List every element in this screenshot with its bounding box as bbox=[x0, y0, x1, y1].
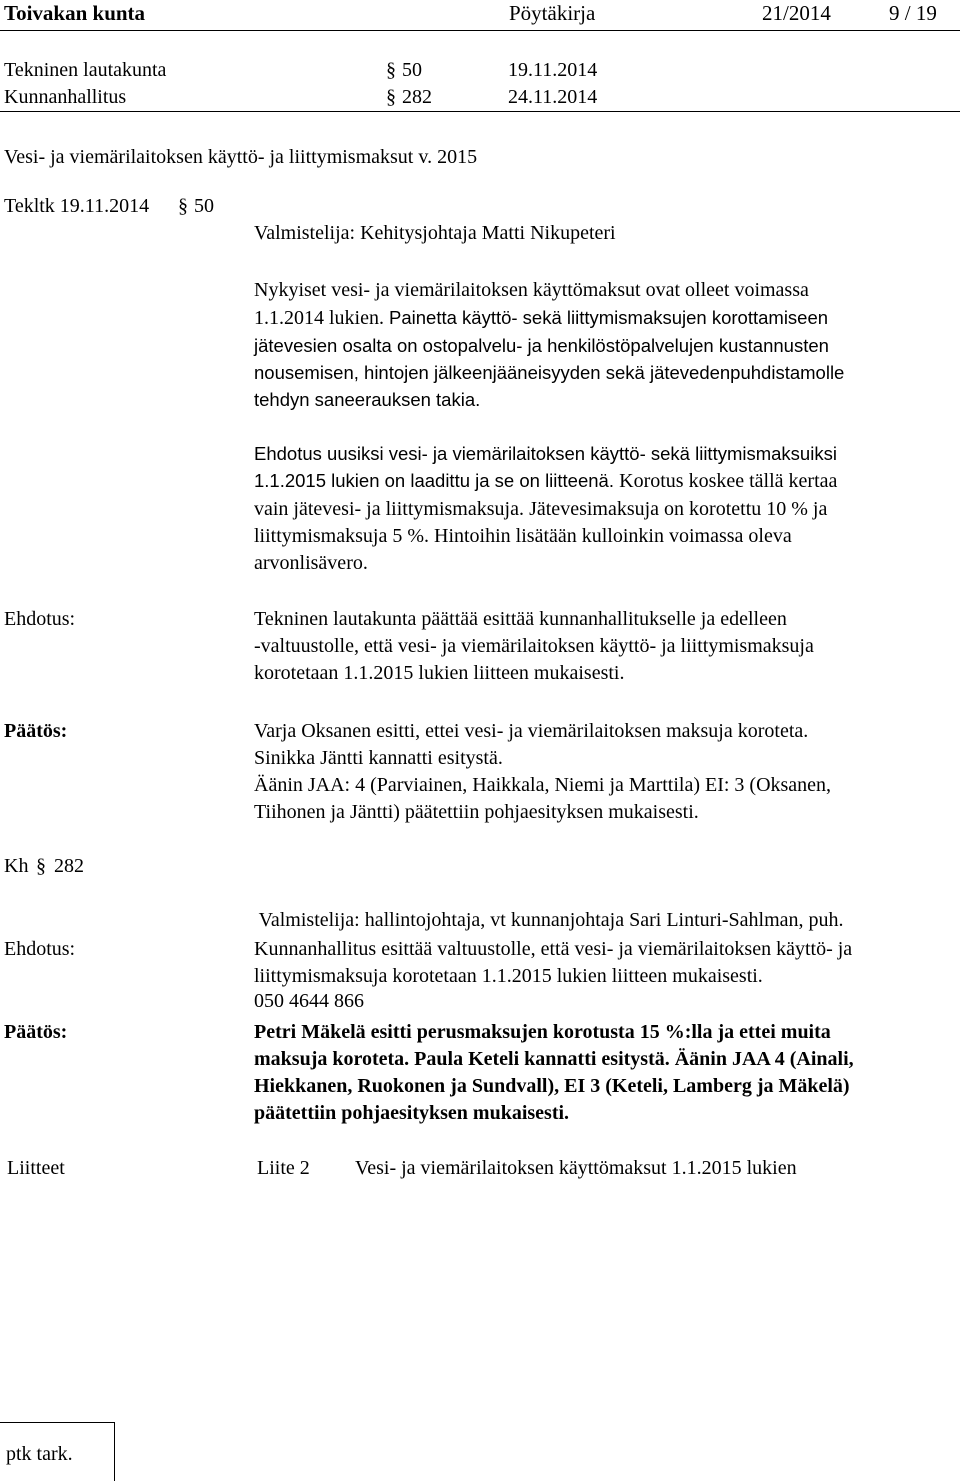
text-line: Kunnanhallitus esittää valtuustolle, että vesi- ja viemärilaitoksen käyttö- ja bbox=[254, 938, 853, 960]
section-sign-icon: § bbox=[36, 855, 46, 877]
kh-label: Kh bbox=[4, 855, 29, 877]
text-line bbox=[254, 523, 954, 550]
text-segment: 1.1.2015 lukien on laadittu ja se on liitteenä. bbox=[254, 470, 614, 491]
text-line: päätettiin pohjaesityksen mukaisesti. bbox=[254, 1102, 570, 1124]
tekltk-proposal-text bbox=[254, 606, 954, 687]
page-title: Vesi- ja viemärilaitoksen käyttö- ja liittymismaksut v. 2015 bbox=[4, 146, 478, 168]
tekltk-label: Tekltk 19.11.2014 bbox=[4, 195, 150, 217]
text-line: Sinikka Jäntti kannatti esitystä. bbox=[254, 747, 503, 769]
tekltk-preparer: Valmistelija: Kehitysjohtaja Matti Nikupeteri bbox=[254, 222, 616, 244]
attachment-title: Vesi- ja viemärilaitoksen käyttömaksut 1.1.2015 lukien bbox=[355, 1157, 797, 1179]
meta-rule bbox=[0, 111, 960, 112]
tekltk-decision-text bbox=[254, 718, 954, 826]
text-line: Tekninen lautakunta päättää esittää kunnanhallitukselle ja edelleen bbox=[254, 608, 787, 630]
kh-decision-label: Päätös: bbox=[4, 1021, 68, 1043]
section-sign-icon: § bbox=[386, 86, 396, 108]
text-line: Ehdotus uusiksi vesi- ja viemärilaitoksen käyttö- sekä liittymismaksuiksi bbox=[254, 443, 837, 464]
kh-proposal-text bbox=[254, 936, 954, 990]
text-line bbox=[254, 304, 954, 332]
tekltk-paragraph-2 bbox=[254, 440, 954, 577]
tekltk-proposal-label: Ehdotus: bbox=[4, 608, 76, 630]
text-line: -valtuustolle, että vesi- ja viemärilaitoksen käyttö- ja liittymismaksuja bbox=[254, 635, 814, 657]
meta-body-1: Tekninen lautakunta bbox=[4, 59, 167, 81]
text-line: tehdyn saneerauksen takia. bbox=[254, 389, 481, 410]
meta-date-1: 19.11.2014 bbox=[508, 59, 598, 81]
text-segment: vain jätevesi- ja liittymismaksuja. bbox=[254, 498, 524, 520]
text-line: korotetaan 1.1.2015 lukien liitteen mukaisesti. bbox=[254, 662, 625, 684]
text-line: Nykyiset vesi- ja viemärilaitoksen käyttömaksut ovat olleet voimassa bbox=[254, 279, 809, 301]
text-line: Äänin JAA: 4 (Parviainen, Haikkala, Niemi ja Marttila) EI: 3 (Oksanen, bbox=[254, 774, 832, 796]
text-line: Tiihonen ja Jäntti) päätettiin pohjaesityksen mukaisesti. bbox=[254, 801, 699, 823]
kh-decision-text bbox=[254, 1019, 954, 1127]
section-sign-icon: § bbox=[178, 195, 188, 217]
text-line: Petri Mäkelä esitti perusmaksujen korotusta 15 %:lla ja ettei muita bbox=[254, 1021, 831, 1043]
meta-body-2: Kunnanhallitus bbox=[4, 86, 127, 108]
text-line: Valmistelija: hallintojohtaja, vt kunnanjohtaja Sari Linturi-Sahlman, puh. bbox=[254, 909, 844, 931]
signature-box bbox=[0, 1422, 115, 1481]
section-sign-icon: § bbox=[386, 59, 396, 81]
text-line: Varja Oksanen esitti, ettei vesi- ja viemärilaitoksen maksuja koroteta. bbox=[254, 720, 809, 742]
text-line bbox=[254, 467, 954, 495]
text-segment: Hintoihin lisätään kulloinkin voimassa oleva bbox=[434, 525, 792, 547]
text-line: liittymismaksuja korotetaan 1.1.2015 lukien liitteen mukaisesti. bbox=[254, 965, 763, 987]
tekltk-paragraph-1 bbox=[254, 277, 954, 413]
text-line: nousemisen, hintojen jälkeenjääneisyyden sekä jätevedenpuhdistamolle bbox=[254, 362, 845, 383]
text-line bbox=[254, 495, 954, 523]
attachment-id: Liite 2 bbox=[257, 1157, 310, 1179]
header-page: 9 / 19 bbox=[889, 1, 937, 25]
text-line: jätevesien osalta on ostopalvelu- ja henkilöstöpalvelujen kustannusten bbox=[254, 335, 829, 356]
meta-date-2: 24.11.2014 bbox=[508, 86, 598, 108]
text-line: 050 4644 866 bbox=[254, 990, 364, 1012]
kh-proposal-label: Ehdotus: bbox=[4, 938, 76, 960]
text-segment: 1.1.2014 lukien. bbox=[254, 307, 384, 329]
text-segment: liittymismaksuja 5 %. bbox=[254, 525, 429, 547]
text-line: maksuja koroteta. Paula Keteli kannatti esitystä. Äänin JAA 4 (Ainali, bbox=[254, 1048, 854, 1070]
text-segment: Korotus koskee tällä kertaa bbox=[619, 470, 838, 492]
text-segment: Jätevesimaksuja on korotettu 10 % ja bbox=[529, 498, 828, 520]
tekltk-number: 50 bbox=[194, 195, 214, 217]
tekltk-decision-label: Päätös: bbox=[4, 720, 68, 742]
text-segment: Painetta käyttö- sekä liittymismaksujen korottamiseen bbox=[389, 307, 829, 328]
header-doc-type: Pöytäkirja bbox=[509, 1, 596, 25]
attachments-label: Liitteet bbox=[7, 1157, 65, 1179]
text-line: Hiekkanen, Ruokonen ja Sundvall), EI 3 (Keteli, Lamberg ja Mäkelä) bbox=[254, 1075, 850, 1097]
header-rule bbox=[0, 30, 960, 31]
kh-number: 282 bbox=[54, 855, 84, 877]
meta-number-1: 50 bbox=[402, 59, 422, 81]
header-org: Toivakan kunta bbox=[4, 1, 146, 25]
header-doc-number: 21/2014 bbox=[762, 1, 831, 25]
text-line: arvonlisävero. bbox=[254, 552, 368, 574]
signature-box-label: ptk tark. bbox=[6, 1443, 73, 1465]
meta-number-2: 282 bbox=[402, 86, 432, 108]
